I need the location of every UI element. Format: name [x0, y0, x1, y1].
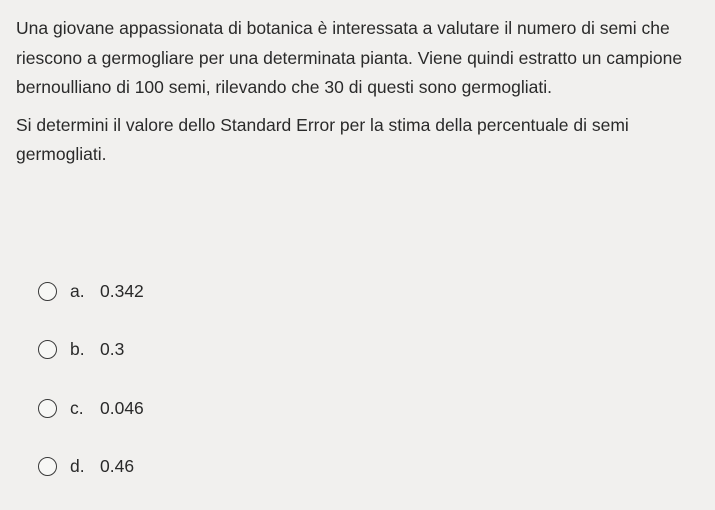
option-a[interactable] — [38, 276, 144, 306]
option-value: 0.046 — [100, 397, 144, 418]
option-c[interactable] — [38, 393, 144, 423]
radio-button-c[interactable] — [38, 399, 57, 418]
option-value: 0.46 — [100, 456, 135, 476]
answer-options — [38, 276, 144, 510]
option-letter: c. — [70, 397, 84, 418]
option-b[interactable] — [38, 335, 144, 365]
option-value: 0.3 — [100, 339, 125, 359]
question-text — [16, 14, 706, 170]
radio-button-a[interactable] — [38, 282, 57, 301]
option-letter: b. — [70, 339, 85, 359]
option-letter: d. — [70, 456, 85, 476]
option-value: 0.342 — [100, 280, 144, 301]
question-paragraph-2: Si determini il valore dello Standard Error per la stima della percentuale di semi germogliati. — [16, 114, 629, 164]
question-paragraph-1: Una giovane appassionata di botanica è interessata a valutare il numero di semi che riescono a germogliare per una determinata pianta. Viene quindi estratto un campione bernoulliano di 100 semi, rilevando che 30 di questi sono germogliati. — [16, 18, 683, 97]
option-letter: a. — [70, 280, 85, 301]
radio-button-d[interactable] — [38, 457, 57, 476]
radio-button-b[interactable] — [38, 340, 57, 359]
option-d[interactable] — [38, 452, 144, 482]
